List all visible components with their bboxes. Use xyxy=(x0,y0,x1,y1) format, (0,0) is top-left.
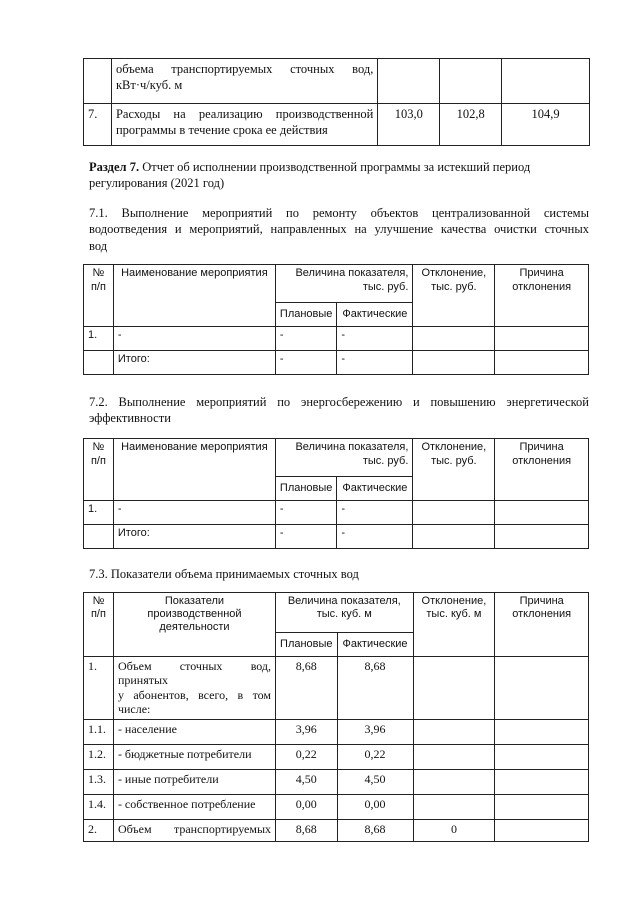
table-cell xyxy=(413,501,495,525)
row-fact: 0,22 xyxy=(337,744,413,769)
header-fact: Фактические xyxy=(337,303,413,327)
paragraph-line: 7.1. Выполнение мероприятий по ремонту объектов централизованной системы xyxy=(89,206,589,220)
header-num: № п/п xyxy=(84,593,114,657)
row-number: 7. xyxy=(84,104,112,146)
row-fact: 8,68 xyxy=(337,819,413,841)
header-num: № п/п xyxy=(84,439,114,501)
table-cell xyxy=(502,59,590,104)
value-cell: 102,8 xyxy=(440,104,502,146)
section-title-cont: регулирования (2021 год) xyxy=(89,176,225,191)
row-name-line: Объем сточных вод, принятых xyxy=(117,659,272,688)
row-plan: 0,00 xyxy=(276,794,338,819)
row-deviation xyxy=(413,769,495,794)
row-number: 2. xyxy=(84,819,114,841)
row-number: 1. xyxy=(84,327,114,351)
header-name: Наименование мероприятия xyxy=(113,265,275,327)
row-label-line: объема транспортируемых сточных вод, xyxy=(115,62,374,76)
row-plan: 3,96 xyxy=(276,719,338,744)
row-plan: - xyxy=(275,327,337,351)
paragraph-line: 7.3. Показатели объема принимаемых сточных вод xyxy=(89,567,359,581)
subsection-7-2 xyxy=(89,394,589,427)
table-cell xyxy=(495,657,589,720)
row-fact: - xyxy=(337,327,413,351)
wastewater-volume-table xyxy=(83,592,589,842)
table-cell xyxy=(495,794,589,819)
row-name: Объем транспортируемых xyxy=(113,819,275,841)
subsection-7-3 xyxy=(89,566,589,582)
table-row xyxy=(84,657,589,720)
table-row xyxy=(84,351,589,375)
header-name: Показатели производственной деятельности xyxy=(113,593,275,657)
table-cell xyxy=(413,525,495,549)
row-name: - xyxy=(113,327,275,351)
row-fact: 8,68 xyxy=(337,657,413,720)
header-reason: Причина отклонения xyxy=(495,439,589,501)
header-deviation: Отклонение, тыс. куб. м xyxy=(413,593,495,657)
table-cell xyxy=(84,351,114,375)
row-name: - бюджетные потребители xyxy=(113,744,275,769)
paragraph-line: 7.2. Выполнение мероприятий по энергосбережению и повышению энергетической xyxy=(89,395,589,409)
table-row xyxy=(84,501,589,525)
table-row xyxy=(84,819,589,841)
row-fact: 0,00 xyxy=(337,794,413,819)
header-deviation: Отклонение, тыс. руб. xyxy=(413,439,495,501)
total-label: Итого: xyxy=(113,525,275,549)
table-header-row xyxy=(84,439,589,477)
row-number: 1.1. xyxy=(84,719,114,744)
table-cell xyxy=(413,327,495,351)
energy-saving-measures-table xyxy=(83,438,589,549)
row-fact: 4,50 xyxy=(337,769,413,794)
table-cell xyxy=(495,819,589,841)
table-cell xyxy=(495,327,589,351)
table-header-row xyxy=(84,265,589,303)
subsection-7-1 xyxy=(89,205,589,254)
row-number: 1.3. xyxy=(84,769,114,794)
row-label-line: кВт·ч/куб. м xyxy=(115,77,183,92)
row-plan: 0,22 xyxy=(276,744,338,769)
table-row xyxy=(84,525,589,549)
row-name-line: числе: xyxy=(117,702,151,717)
table-cell xyxy=(84,59,112,104)
table-row xyxy=(84,794,589,819)
total-fact: - xyxy=(337,525,413,549)
table-cell xyxy=(495,769,589,794)
row-label-line: Расходы на реализацию производственной xyxy=(115,107,374,121)
table-cell xyxy=(440,59,502,104)
row-fact: - xyxy=(337,501,413,525)
total-fact: - xyxy=(337,351,413,375)
table-cell xyxy=(495,351,589,375)
header-fact: Фактические xyxy=(337,477,413,501)
row-deviation xyxy=(413,744,495,769)
section-heading xyxy=(89,159,589,192)
table-cell xyxy=(84,525,114,549)
table-row xyxy=(84,327,589,351)
section-title: Отчет об исполнении производственной программы за истекший период xyxy=(139,160,531,174)
row-plan: 4,50 xyxy=(276,769,338,794)
table-cell xyxy=(111,59,377,104)
table-row xyxy=(84,769,589,794)
table-cell xyxy=(495,501,589,525)
row-name xyxy=(113,657,275,720)
table-cell xyxy=(413,351,495,375)
table-cell xyxy=(378,59,440,104)
row-number: 1.4. xyxy=(84,794,114,819)
row-label-line: программы в течение срока ее действия xyxy=(115,122,328,137)
row-name: - собственное потребление xyxy=(113,794,275,819)
table-cell xyxy=(495,525,589,549)
table-header-row xyxy=(84,593,589,633)
row-name: - иные потребители xyxy=(113,769,275,794)
header-value: Величина показателя, тыс. руб. xyxy=(275,439,412,477)
row-fact: 3,96 xyxy=(337,719,413,744)
header-reason: Причина отклонения xyxy=(495,593,589,657)
row-name-line: у абонентов, всего, в том xyxy=(117,687,272,702)
row-number: 1. xyxy=(84,657,114,720)
total-plan: - xyxy=(275,351,337,375)
table-row xyxy=(84,719,589,744)
total-plan: - xyxy=(275,525,337,549)
header-fact: Фактические xyxy=(337,633,413,657)
repair-measures-table xyxy=(83,264,589,375)
table-row xyxy=(84,59,590,104)
row-number: 1.2. xyxy=(84,744,114,769)
header-num: № п/п xyxy=(84,265,114,327)
production-program-table-continued xyxy=(83,58,590,146)
header-plan: Плановые xyxy=(276,633,338,657)
table-cell xyxy=(111,104,377,146)
value-cell: 104,9 xyxy=(502,104,590,146)
row-deviation xyxy=(413,719,495,744)
paragraph-line: вод xyxy=(89,238,108,253)
header-value: Величина показателя, тыс. куб. м xyxy=(276,593,413,633)
header-value: Величина показателя, тыс. руб. xyxy=(275,265,412,303)
row-deviation: 0 xyxy=(413,819,495,841)
table-row xyxy=(84,104,590,146)
header-name: Наименование мероприятия xyxy=(113,439,275,501)
section-number: Раздел 7. xyxy=(89,160,140,174)
row-deviation xyxy=(413,794,495,819)
row-plan: 8,68 xyxy=(276,819,338,841)
total-label: Итого: xyxy=(113,351,275,375)
header-reason: Причина отклонения xyxy=(495,265,589,327)
header-plan: Плановые xyxy=(275,303,337,327)
table-cell xyxy=(495,719,589,744)
table-cell xyxy=(495,744,589,769)
row-number: 1. xyxy=(84,501,114,525)
value-cell: 103,0 xyxy=(378,104,440,146)
table-row xyxy=(84,744,589,769)
row-deviation xyxy=(413,657,495,720)
row-plan: 8,68 xyxy=(276,657,338,720)
row-name: - население xyxy=(113,719,275,744)
row-name: - xyxy=(113,501,275,525)
row-plan: - xyxy=(275,501,337,525)
paragraph-line: эффективности xyxy=(89,411,171,426)
header-deviation: Отклонение, тыс. руб. xyxy=(413,265,495,327)
paragraph-line: водоотведения и мероприятий, направленных на улучшение качества очистки сточных xyxy=(89,222,589,237)
header-plan: Плановые xyxy=(275,477,337,501)
